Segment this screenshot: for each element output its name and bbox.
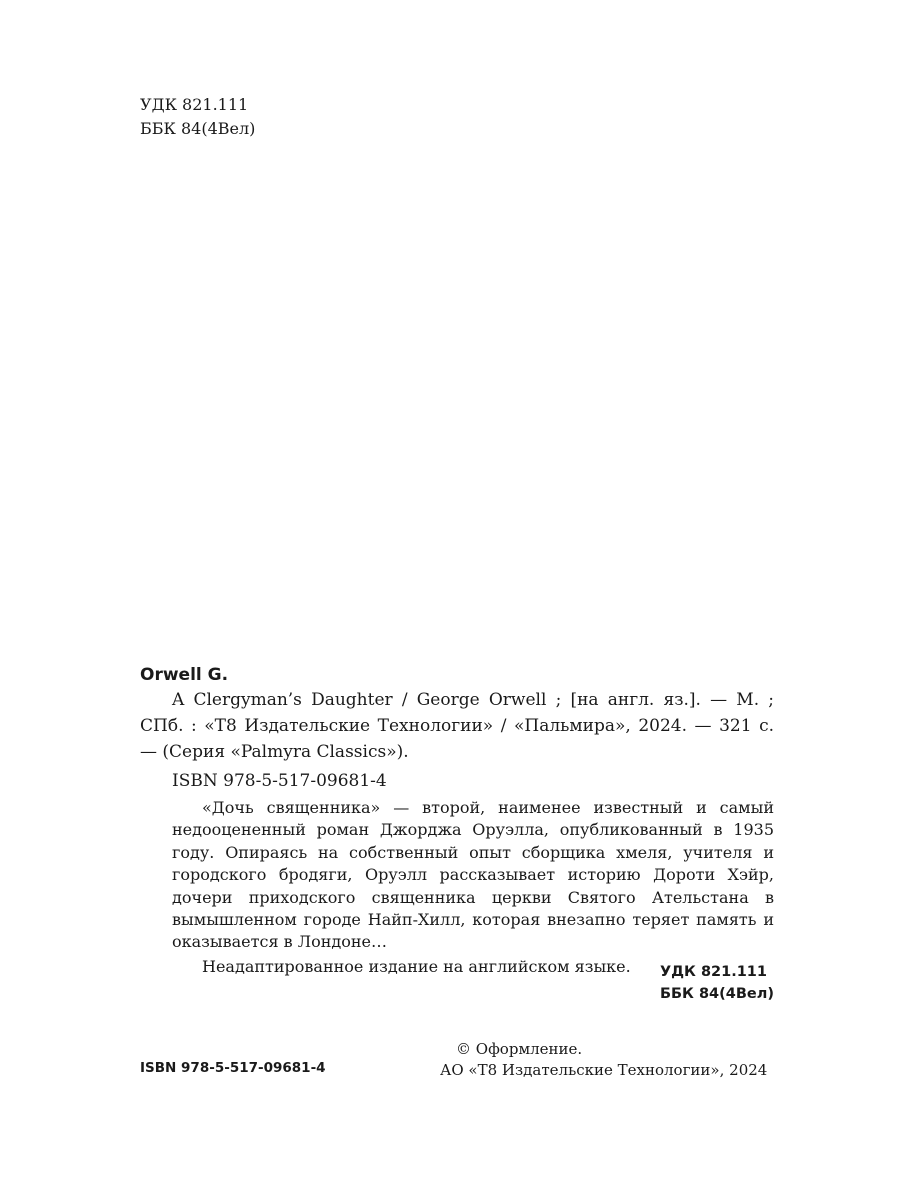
- annotation-text: «Дочь священника» — второй, наименее известный и самый недооцененный роман Джорджа Оруэлла, опубликованный в 1935 году. Опираясь на собственный опыт сборщика хмеля, учителя и городского бродяги, Оруэлл рассказывает историю Дороти Хэйр, дочери приходского священника церкви Святого Ательстана в вымышленном городе Найп-Хилл, которая внезапно теряет память и оказывается в Лондоне…: [172, 798, 774, 952]
- bbk-code: ББК 84(4Вел): [140, 119, 256, 138]
- footer-isbn: ISBN 978-5-517-09681-4: [140, 1060, 326, 1076]
- udk-code: УДК 821.111: [140, 95, 249, 114]
- copyright-block: [440, 1039, 767, 1081]
- copyright-line-2: АО «Т8 Издательские Технологии», 2024: [440, 1061, 768, 1079]
- bbk-code-bottom: ББК 84(4Вел): [659, 986, 774, 1002]
- copyright-line-1: © Оформление.: [456, 1040, 583, 1058]
- annotation-block: [140, 797, 774, 978]
- bottom-classification: [660, 961, 774, 1005]
- author-heading: Orwell G.: [140, 665, 229, 685]
- udk-code-bottom: УДК 821.111: [659, 964, 767, 980]
- edition-note: Неадаптированное издание на английском языке.: [202, 956, 631, 976]
- record-isbn: ISBN 978-5-517-09681-4: [172, 771, 387, 791]
- top-classification: [140, 93, 255, 141]
- bibliographic-record: [140, 663, 774, 978]
- bibliographic-description: A Clergyman’s Daughter / George Orwell ; [на англ. яз.]. — М. ; СПб. : «Т8 Издательские Технологии» / «Пальмира», 2024. — 321 с. — (Серия «Palmyra Classics»).: [140, 690, 774, 762]
